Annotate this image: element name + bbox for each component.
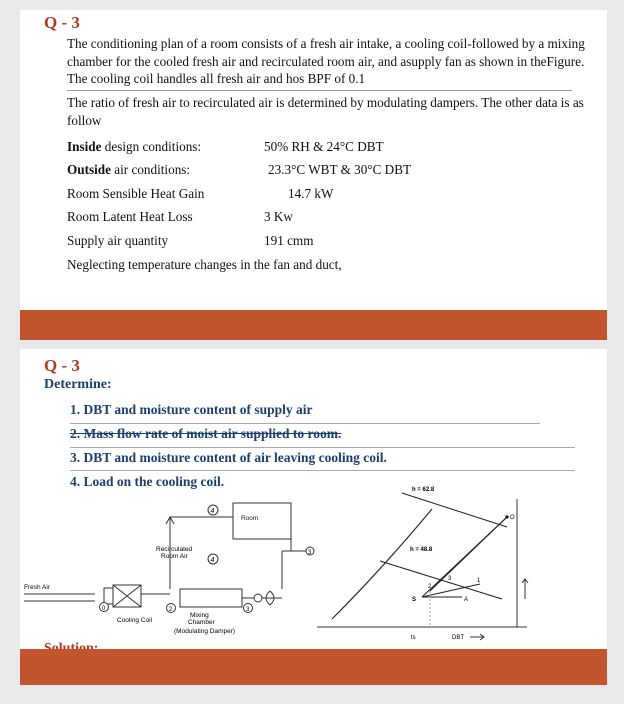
slide-1-title: Q - 3 bbox=[44, 13, 80, 32]
row-sensible-label: Room Sensible Heat Gain bbox=[67, 186, 205, 201]
slide-1-footer-bar bbox=[20, 310, 607, 340]
psychrometric-sketch bbox=[312, 479, 538, 644]
fresh-air-label: Fresh Air bbox=[24, 584, 51, 591]
row-inside-label: Inside design conditions: bbox=[67, 139, 202, 154]
row-outside-label: Outside air conditions: bbox=[67, 162, 191, 177]
row-outside-value: 23.3°C WBT & 30°C DBT bbox=[268, 162, 412, 177]
row-inside-value: 50% RH & 24°C DBT bbox=[264, 139, 384, 154]
cooling-coil-label: Cooling Coil bbox=[117, 617, 153, 624]
item-divider bbox=[70, 470, 575, 471]
chamber-label: Chamber bbox=[188, 619, 215, 626]
problem-intro: The conditioning plan of a room consists of a fresh air intake, a cooling coil-followed by a mixing chamber for the cooled fresh air and recirculated room air, and asupply fan as shown in theFigure. The cooling coil handles all fresh air and hos BPF of 0.1 bbox=[67, 36, 585, 86]
point-1-label: 1 bbox=[477, 578, 481, 584]
slide-2-footer-bar bbox=[20, 649, 607, 685]
recirculated-label: Recirculated bbox=[156, 546, 193, 553]
mixing-label: Mixing bbox=[190, 612, 209, 619]
row-latent-label: Room Latent Heat Loss bbox=[67, 209, 193, 224]
determine-item-4: 4. Load on the cooling coil. bbox=[70, 474, 225, 489]
ts-label: ts bbox=[411, 635, 416, 641]
item-divider bbox=[70, 447, 575, 448]
slide-2 bbox=[20, 349, 607, 649]
state-4-top-label: 4 bbox=[210, 508, 215, 515]
state-2-label: 2 bbox=[169, 607, 173, 613]
enthalpy-62-8-label: h = 62.8 bbox=[412, 487, 435, 493]
state-4-recirc-label: 4 bbox=[210, 557, 215, 564]
state-3-label: 3 bbox=[308, 550, 312, 556]
determine-heading: Determine: bbox=[44, 377, 112, 392]
process-line-2-o bbox=[430, 517, 507, 591]
point-o-label: O bbox=[510, 515, 515, 521]
state-0-label: 0 bbox=[102, 606, 106, 612]
room-label: Room bbox=[241, 515, 259, 522]
row-supply-value: 191 cmm bbox=[264, 233, 314, 248]
row-supply-label: Supply air quantity bbox=[67, 233, 169, 248]
enthalpy-48-8-label: h = 48.8 bbox=[410, 547, 433, 553]
conditioning-schematic bbox=[20, 497, 320, 645]
saturation-curve bbox=[332, 509, 432, 619]
determine-item-1: 1. DBT and moisture content of supply air bbox=[70, 402, 313, 417]
point-2-label: 2 bbox=[428, 584, 432, 590]
dbt-label: DBT bbox=[452, 635, 464, 641]
damper-label: (Modulating Damper) bbox=[174, 628, 236, 635]
point-s-label: S bbox=[412, 597, 417, 603]
enthalpy-line-1 bbox=[402, 493, 507, 527]
mixing-chamber-box bbox=[180, 589, 242, 607]
row-latent-value: 3 Kw bbox=[264, 209, 293, 224]
divider bbox=[67, 90, 572, 91]
fan-icon bbox=[254, 594, 262, 602]
point-3-label: 3 bbox=[448, 576, 452, 582]
ratio-text: The ratio of fresh air to recirculated air is determined by modulating dampers. The other data is as follow bbox=[67, 95, 584, 128]
slide-2-title: Q - 3 bbox=[44, 356, 80, 375]
determine-item-2: 2. Mass flow rate of moist air supplied to room. bbox=[70, 426, 342, 441]
point-o-marker bbox=[505, 515, 508, 518]
item-divider bbox=[70, 423, 540, 424]
determine-item-3: 3. DBT and moisture content of air leaving cooling coil. bbox=[70, 450, 387, 465]
room-air-label: Room Air bbox=[161, 553, 188, 560]
slide-1 bbox=[20, 10, 607, 310]
state-3-mix-label: 3 bbox=[246, 607, 250, 613]
row-sensible-value: 14.7 kW bbox=[288, 186, 334, 201]
point-a-label: A bbox=[464, 597, 469, 603]
cooling-coil-left-frame bbox=[104, 588, 113, 604]
footnote: Neglecting temperature changes in the fan and duct, bbox=[67, 257, 342, 272]
